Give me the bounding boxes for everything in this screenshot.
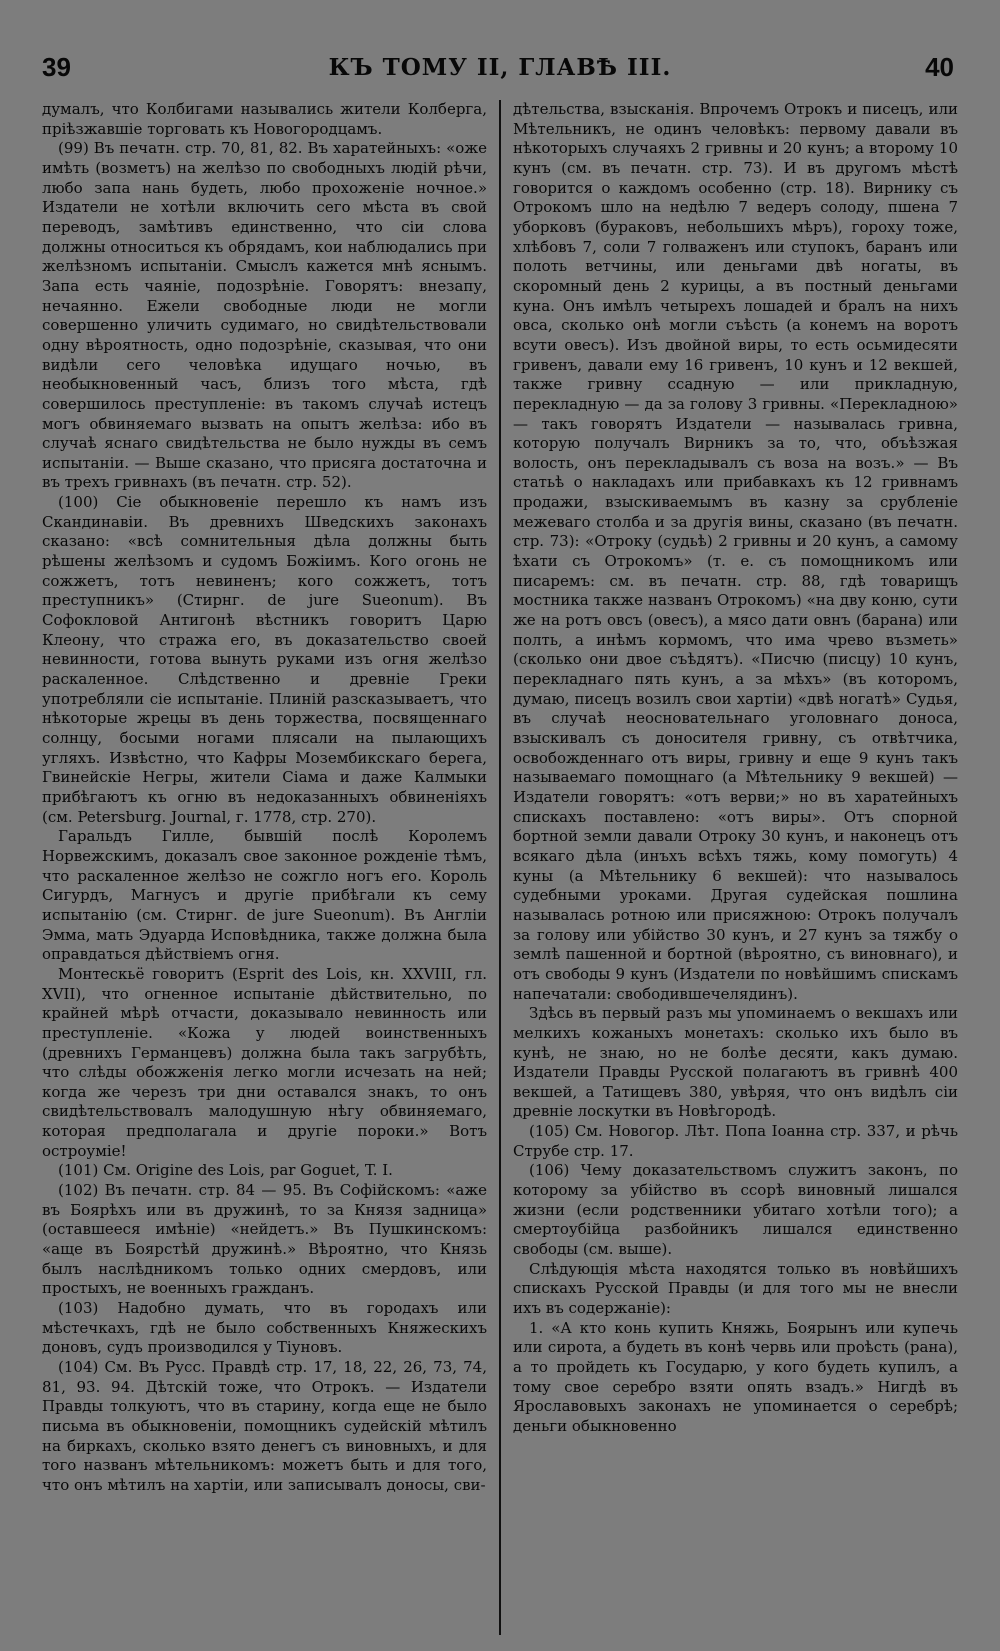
paragraph: (99) Въ печатн. стр. 70, 81, 82. Въ харатейныхъ: «оже имѣть (возметъ) на желѣзо по свободныхъ людій рѣчи, любо запа нань будеть, любо прохоженіе ночное.» Издатели не хотѣли включить сего мѣста въ свой переводъ, замѣтивъ единственно, что сіи слова должны относиться къ обрядамъ, кои наблюдались при желѣзномъ испытаніи. Смыслъ кажется мнѣ яснымъ. Запа есть чаяніе, подозрѣніе. Говорятъ: внезапу, нечаянно. Ежели свободные люди не могли совершенно уличить судимаго, но свидѣтельствовали одну вѣроятность, одно подозрѣніе, сказывая, что они видѣли сего человѣка идущаго ночью, въ необыкновенный часъ, близъ того мѣста, гдѣ совершилось преступленіе: въ такомъ случаѣ истецъ могъ обвиняемаго вызвать на опытъ желѣза: ибо въ случаѣ яснаго свидѣтельства не было нужды въ семъ испытаніи. — Выше сказано, что присяга достаточна и въ трехъ гривнахъ (въ печатн. стр. 52). (42, 139, 487, 492)
paragraph: (102) Въ печатн. стр. 84 — 95. Въ Софійскомъ: «аже въ Боярѣхъ или въ дружинѣ, то за Князя задница» (оставшееся имѣніе) «нейдетъ.» Въ Пушкинскомъ: «аще въ Боярстѣй дружинѣ.» Вѣроятно, что Князь былъ наслѣдникомъ только одних смердовъ, или простыхъ, не военныхъ гражданъ. (42, 1181, 487, 1298)
left-column (42, 100, 487, 1635)
paragraph: (101) См. Origine des Lois, par Goguet, T. I. (58, 1161, 393, 1180)
paragraph: дѣтельства, взысканія. Впрочемъ Отрокъ и писецъ, или Мѣтельникъ, не одинъ человѣкъ: первому давали въ нѣкоторыхъ случаяхъ 2 гривны и 20 кунъ; а второму 10 кунъ (см. въ печатн. стр. 73). И въ другомъ мѣстѣ говорится о каждомъ особенно (стр. 18). Вирнику съ Отрокомъ шло на недѣлю 7 ведеръ солоду, пшена 7 уборковъ (бураковъ, небольшихъ мѣръ), гороху тоже, хлѣбовъ 7, соли 7 голваженъ или ступокъ, баранъ или полоть ветчины, или деньгами двѣ ногаты, въ скоромный день 2 курицы, а въ постный деньгами куна. Онъ имѣлъ четырехъ лошадей и бралъ на нихъ овса, сколько онѣ могли съѣсть (а конемъ на воротъ всути овесъ). Изъ двойной виры, то есть осьмидесяти гривенъ, давали ему 16 гривенъ, 10 кунъ и 12 векшей, также гривну ссадную — или прикладную, перекладную — да за голову 3 гривны. «Перекладною» — такъ говорятъ Издатели — называлась гривна, которую получалъ Вирникъ за то, что, объѣзжая волость, онъ перекладывалъ съ воза на возъ.» — Въ статьѣ о накладахъ или прибавкахъ къ 12 гривнамъ продажи, взыскиваемымъ въ казну за срубленіе межеваго столба и за другія вины, сказано (въ печатн. стр. 73): «Отроку (судьѣ) 2 гривны и 20 кунъ, а самому ѣхати съ Отрокомъ» (т. е. съ помощникомъ или писаремъ: см. въ печатн. стр. 88, гдѣ товарищъ мостника также названъ Отрокомъ) «на дву коню, сути же на ротъ овсъ (овесъ), а мясо дати овнъ (барана) или полть, а инѣмъ кормомъ, что има чрево възметь» (сколько они двое съѣдятъ). «Писчю (писцу) 10 кунъ, перекладнаго пять кунъ, а за мѣхъ» (въ которомъ, думаю, писецъ возилъ свои хартіи) «двѣ ногатѣ» Судья, въ случаѣ неосновательнаго уголовнаго доноса, взыскивалъ съ доносителя гривну, съ отвѣтчика, освобожденнаго отъ виры, гривну и еще 9 кунъ такъ называемаго помощнаго (а Мѣтельнику 9 векшей) — Издатели говорятъ: «отъ верви;» но въ харатейныхъ спискахъ поставлено: «отъ виры». Отъ спорной бортной земли давали Отроку 30 кунъ, и наконецъ отъ всякаго дѣла (инъхъ всѣхъ тяжь, кому помогуть) 4 куны (а Мѣтельнику 6 векшей): что называлось судебными уроками. Другая судейская пошлина называлась ротною или присяжною: Отрокъ получалъ за голову или убійство 30 кунъ, и 27 кунъ за тяжбу о землѣ пашенной и бортной (вѣроятно, съ виновнаго), и отъ свободы 9 кунъ (Издатели по новѣйшимъ спискамъ напечатали: свободившечелядинъ). (513, 100, 958, 1003)
paragraph: Здѣсь въ первый разъ мы упоминаемъ о векшахъ или мелкихъ кожаныхъ монетахъ: сколько ихъ было въ кунѣ, не знаю, но не болѣе десяти, какъ думаю. Издатели Правды Русской полагаютъ въ гривнѣ 400 векшей, а Татищевъ 380, увѣряя, что онъ видѣлъ сіи древніе лоскутки въ Новѣгородѣ. (513, 1004, 958, 1121)
paragraph: 1. «А кто конь купить Княжь, Боярынъ или купечь или сирота, а будеть въ конѣ червь или проѣсть (рана), а то пройдеть къ Государю, у кого будеть купилъ, а тому свое серебро взяти опять взадъ.» Нигдѣ въ Ярославовыхъ законахъ не упоминается о серебрѣ; деньги обыкновенно (513, 1318, 958, 1435)
running-title: КЪ ТОМУ II, ГЛАВѢ III. (328, 54, 672, 81)
paragraph: (106) Чему доказательствомъ служитъ законъ, по которому за убійство въ ссорѣ виновный лишался жизни (если родственники убитаго хотѣли того); а смертоубійца разбойникъ лишался единственно свободы (см. выше). (513, 1161, 958, 1259)
paragraph: (104) См. Въ Русс. Правдѣ стр. 17, 18, 22, 26, 73, 74, 81, 93. 94. Дѣтскій тоже, что Отрокъ. — Издатели Правды толкуютъ, что въ старину, когда еще не было письма въ обыкновеніи, помощникъ судейскій мѣтилъ на биркахъ, сколько взято денегъ съ виновныхъ, и для того названъ мѣтельникомъ: можетъ быть и для того, что онъ мѣтилъ на хартіи, или записывалъ доносы, сви- (42, 1358, 487, 1494)
page-number-left: 39 (42, 52, 71, 82)
paragraph: (103) Надобно думать, что въ городахъ или мѣстечкахъ, гдѣ не было собственныхъ Княжескихъ доновъ, судъ производился у Тіуновъ. (42, 1299, 487, 1357)
paragraph: думалъ, что Колбигами назывались жители Колберга, пріѣзжавшіе торговать къ Новогородцамъ. (42, 100, 487, 138)
paragraph: (105) См. Новогор. Лѣт. Попа Іоанна стр. 337, и рѣчь Струбе стр. 17. (513, 1122, 958, 1160)
text-columns (42, 100, 958, 1635)
paragraph: Гаральдъ Гилле, бывшій послѣ Королемъ Норвежскимъ, доказалъ свое законное рожденіе тѣмъ, что раскаленное желѣзо не сожгло ногъ его. Король Сигурдъ, Магнусъ и другіе прибѣгали къ сему испытанію (см. Стирнг. de jure Sueonum). Въ Англіи Эмма, мать Эдуарда Исповѣдника, также должна была оправдаться дѣйствіемъ огня. (42, 827, 487, 964)
page-header (0, 52, 1000, 92)
right-column (513, 100, 958, 1635)
paragraph: Слѣдующія мѣста находятся только въ новѣйшихъ спискахъ Русской Правды (и для того мы не внесли ихъ въ содержаніе): (513, 1259, 958, 1318)
paragraph: Монтескьё говоритъ (Esprit des Lois, кн. XXVIII, гл. XVII), что огненное испытаніе дѣйствительно, по крайней мѣрѣ отчасти, доказывало невинность или преступленіе. «Кожа у людей воинственныхъ (древнихъ Германцевъ) должна была такъ загрубѣть, что слѣды обожженія легко могли исчезать на ней; когда же черезъ три дни оставался знакъ, то онъ свидѣтельствовалъ малодушную нѣгу обвиняемаго, которая предполагала и другіе пороки.» Вотъ остроуміе! (42, 964, 487, 1160)
page-number-right: 40 (925, 52, 954, 82)
paragraph: (100) Сіе обыкновеніе перешло къ намъ изъ Скандинавіи. Въ древнихъ Шведскихъ законахъ сказано: «всѣ сомнительныя дѣла должны быть рѣшены желѣзомъ и судомъ Божіимъ. Кого огонь не сожжетъ, тотъ невиненъ; кого сожжетъ, тотъ преступникъ» (Стирнг. de jure Sueonum). Въ Софокловой Антигонѣ вѣстникъ говоритъ Царю Клеону, что стража его, въ доказательство своей невинности, готова вынуть руками изъ огня желѣзо раскаленное. Слѣдственно и древніе Греки употребляли сіе испытаніе. Плиній разсказываетъ, что нѣкоторые жрецы въ день торжества, посвященнаго солнцу, босыми ногами плясали на пылающихъ угляхъ. Извѣстно, что Кафры Мозембикскаго берега, Гвинейскіе Негры, жители Сіама и даже Калмыки прибѣгаютъ къ огню въ недоказанныхъ обвиненіяхъ (см. Petersburg. Journal, г. 1778, стр. 270). (42, 493, 487, 826)
column-divider (499, 100, 501, 1635)
